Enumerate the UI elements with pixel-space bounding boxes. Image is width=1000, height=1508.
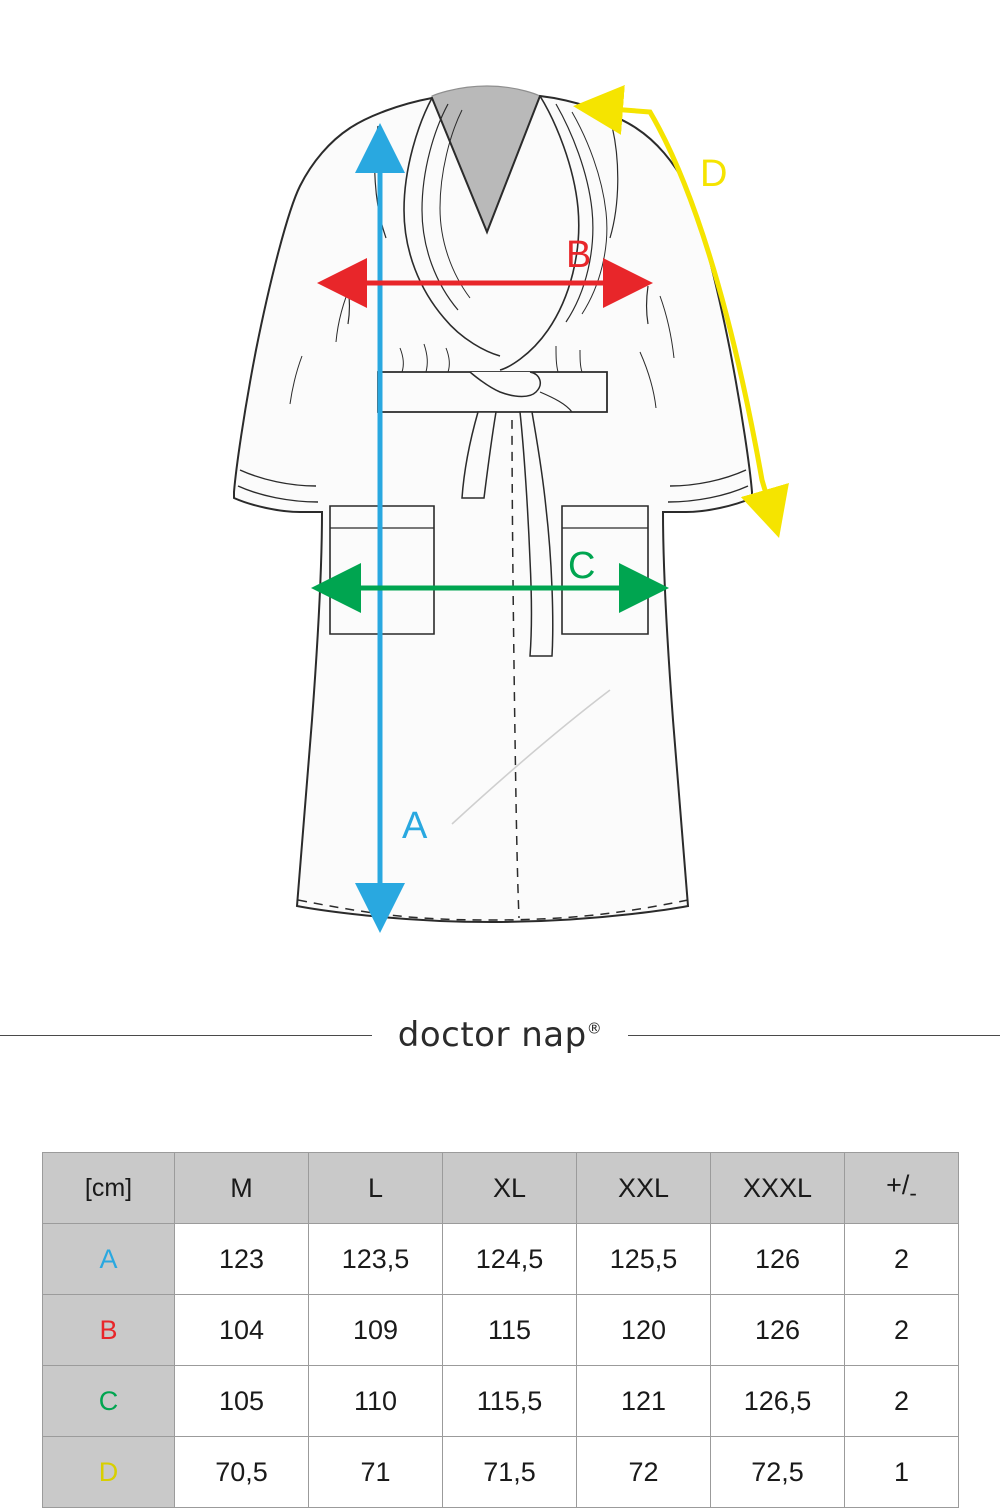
cell-a-l: 123,5 bbox=[309, 1224, 443, 1295]
cell-a-xl: 124,5 bbox=[443, 1224, 577, 1295]
cell-a-tolerance: 2 bbox=[845, 1224, 959, 1295]
row-label-a: A bbox=[43, 1224, 175, 1295]
header-size-xl: XL bbox=[443, 1153, 577, 1224]
brand-logo bbox=[372, 1015, 628, 1055]
robe-body-drawing bbox=[234, 86, 752, 922]
size-table bbox=[42, 1152, 959, 1508]
measure-a-label: A bbox=[402, 805, 428, 847]
size-table-wrapper bbox=[42, 1152, 958, 1508]
brand-logo-text: doctor nap bbox=[397, 1015, 587, 1055]
cell-d-tolerance: 1 bbox=[845, 1437, 959, 1508]
cell-b-l: 109 bbox=[309, 1295, 443, 1366]
header-size-l: L bbox=[309, 1153, 443, 1224]
cell-d-xl: 71,5 bbox=[443, 1437, 577, 1508]
tolerance-minus: - bbox=[909, 1180, 917, 1206]
header-size-xxl: XXL bbox=[577, 1153, 711, 1224]
cell-d-m: 70,5 bbox=[175, 1437, 309, 1508]
cell-c-xxxl: 126,5 bbox=[711, 1366, 845, 1437]
cell-c-m: 105 bbox=[175, 1366, 309, 1437]
table-row bbox=[43, 1437, 959, 1508]
row-label-c: C bbox=[43, 1366, 175, 1437]
measure-d-label: D bbox=[700, 153, 728, 195]
size-table-body bbox=[43, 1224, 959, 1508]
cell-c-l: 110 bbox=[309, 1366, 443, 1437]
cell-d-l: 71 bbox=[309, 1437, 443, 1508]
divider-line-right bbox=[628, 1035, 1000, 1036]
brand-divider-row bbox=[0, 1000, 1000, 1070]
row-label-b: B bbox=[43, 1295, 175, 1366]
cell-b-xl: 115 bbox=[443, 1295, 577, 1366]
table-header-row bbox=[43, 1153, 959, 1224]
registered-mark: ® bbox=[586, 1019, 603, 1038]
cell-b-xxl: 120 bbox=[577, 1295, 711, 1366]
size-table-head bbox=[43, 1153, 959, 1224]
cell-a-xxxl: 126 bbox=[711, 1224, 845, 1295]
cell-d-xxl: 72 bbox=[577, 1437, 711, 1508]
cell-c-xxl: 121 bbox=[577, 1366, 711, 1437]
cell-c-xl: 115,5 bbox=[443, 1366, 577, 1437]
measure-b-label: B bbox=[566, 234, 592, 276]
table-row bbox=[43, 1295, 959, 1366]
row-label-d: D bbox=[43, 1437, 175, 1508]
header-tolerance bbox=[845, 1153, 959, 1224]
cell-d-xxxl: 72,5 bbox=[711, 1437, 845, 1508]
cell-a-m: 123 bbox=[175, 1224, 309, 1295]
cell-a-xxl: 125,5 bbox=[577, 1224, 711, 1295]
header-size-m: M bbox=[175, 1153, 309, 1224]
header-unit: [cm] bbox=[43, 1153, 175, 1224]
cell-b-tolerance: 2 bbox=[845, 1295, 959, 1366]
divider-line-left bbox=[0, 1035, 372, 1036]
header-size-xxxl: XXXL bbox=[711, 1153, 845, 1224]
robe-outline bbox=[234, 96, 752, 922]
cell-b-m: 104 bbox=[175, 1295, 309, 1366]
tolerance-plus: +/ bbox=[886, 1169, 910, 1200]
measure-c-label: C bbox=[568, 545, 596, 587]
cell-b-xxxl: 126 bbox=[711, 1295, 845, 1366]
table-row bbox=[43, 1366, 959, 1437]
cell-c-tolerance: 2 bbox=[845, 1366, 959, 1437]
table-row bbox=[43, 1224, 959, 1295]
